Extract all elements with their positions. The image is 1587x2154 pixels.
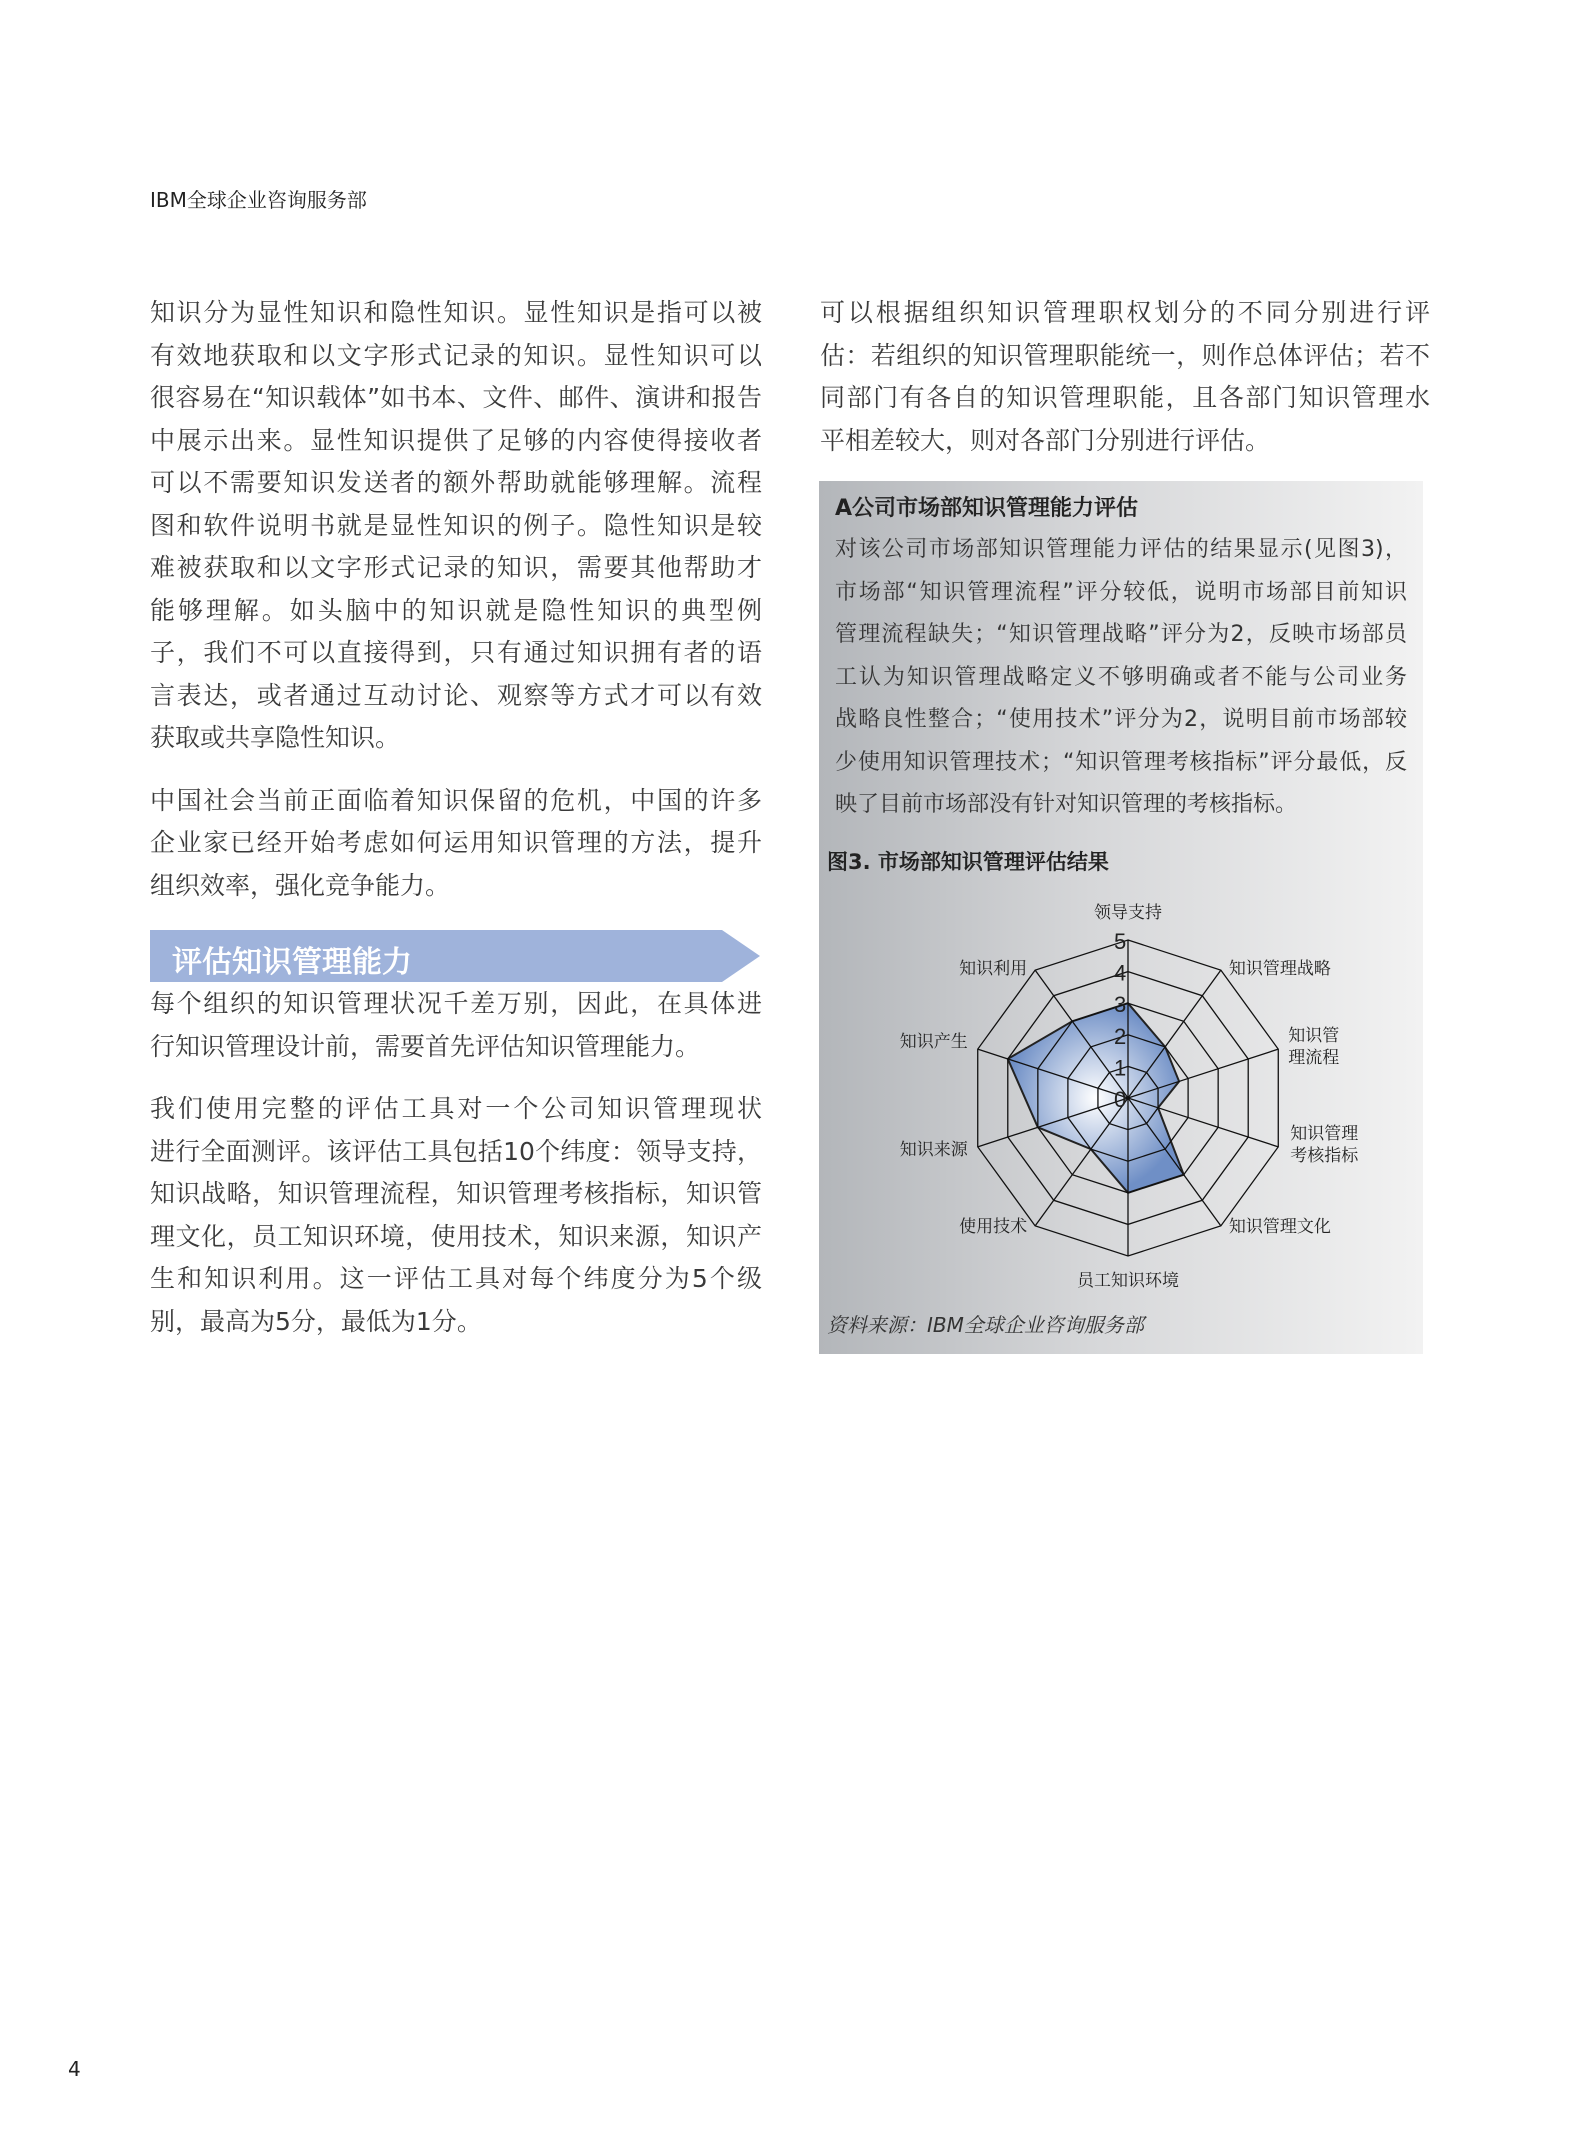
tick-label: 0 [1114, 1087, 1127, 1112]
text-line: 映了目前市场部没有针对知识管理的考核指标。 [835, 792, 1298, 817]
text-line: 中国社会当前正面临着知识保留的危机，中国的许多 [150, 785, 762, 815]
tick-label: 1 [1114, 1055, 1127, 1081]
text-line: 管理流程缺失；“知识管理战略”评分为2，反映市场部员 [835, 622, 1407, 647]
text-line: 组织效率，强化竞争能力。 [150, 870, 451, 900]
text-line: 行知识管理设计前，需要首先评估知识管理能力。 [150, 1031, 701, 1061]
text-line: 知识战略，知识管理流程，知识管理考核指标，知识管 [150, 1179, 762, 1208]
tick-label: 5 [1114, 929, 1127, 954]
text-line: 少使用知识管理技术；“知识管理考核指标”评分最低，反 [835, 749, 1407, 775]
text-line: 战略良性整合；“使用技术”评分为2，说明目前市场部较 [835, 707, 1407, 732]
axis-label: 知识管 [1288, 1026, 1340, 1047]
text-line: 平相差较大，则对各部门分别进行评估。 [820, 425, 1271, 455]
text-line: 别，最高为5分，最低为1分。 [150, 1306, 482, 1336]
paragraph [150, 780, 762, 908]
text-line: 估：若组织的知识管理职能统一，则作总体评估；若不 [820, 340, 1430, 370]
text-line: 对该公司市场部知识管理能力评估的结果显示(见图3)， [835, 537, 1407, 562]
axis-label: 知识管理文化 [1228, 1216, 1331, 1237]
text-line: 中展示出来。显性知识提供了足够的内容使得接收者 [150, 425, 762, 455]
axis-label: 员工知识环境 [1077, 1271, 1179, 1291]
text-line: 图和软件说明书就是显性知识的例子。隐性知识是较 [150, 510, 762, 540]
tick-label: 4 [1114, 960, 1127, 986]
tick-label: 2 [1114, 1023, 1127, 1049]
section-heading: 评估知识管理能力 [172, 945, 412, 980]
text-line: 很容易在“知识载体”如书本、文件、邮件、演讲和报告 [150, 383, 762, 412]
text-line: 子，我们不可以直接得到，只有通过知识拥有者的语 [150, 638, 762, 667]
case-study-box [819, 481, 1423, 1354]
axis-label: 使用技术 [959, 1216, 1028, 1237]
right-column [820, 292, 1430, 482]
text-line: 工认为知识管理战略定义不够明确或者不能与公司业务 [835, 664, 1407, 690]
paragraph [150, 1088, 762, 1343]
text-line: 生和知识利用。这一评估工具对每个纬度分为5个级 [150, 1264, 762, 1293]
radar-chart [819, 481, 1423, 1301]
text-line: 能够理解。如头脑中的知识就是隐性知识的典型例 [150, 595, 762, 625]
paragraph [820, 292, 1430, 462]
data-series-area [1008, 1003, 1184, 1193]
text-line: 进行全面测评。该评估工具包括10个纬度：领导支持， [150, 1136, 762, 1166]
axis-label: 知识产生 [899, 1032, 968, 1053]
paragraph [150, 983, 762, 1068]
axis-label: 理流程 [1288, 1048, 1340, 1069]
tick-label: 3 [1114, 992, 1127, 1018]
text-line: 言表达，或者通过互动讨论、观察等方式才可以有效 [150, 680, 762, 710]
text-line: 有效地获取和以文字形式记录的知识。显性知识可以 [150, 340, 762, 370]
text-line: 同部门有各自的知识管理职能，且各部门知识管理水 [820, 383, 1430, 412]
text-line: 每个组织的知识管理状况千差万别，因此，在具体进 [150, 989, 762, 1018]
figure-source: 资料来源：IBM全球企业咨询服务部 [827, 1313, 1144, 1337]
text-line: 可以不需要知识发送者的额外帮助就能够理解。流程 [150, 468, 762, 497]
text-line: 难被获取和以文字形式记录的知识，需要其他帮助才 [150, 553, 762, 582]
text-line: 市场部“知识管理流程”评分较低，说明市场部目前知识 [835, 579, 1407, 605]
text-line: 企业家已经开始考虑如何运用知识管理的方法，提升 [150, 828, 762, 857]
figure-title: 图3. 市场部知识管理评估结果 [827, 850, 1109, 874]
axis-label: 考核指标 [1290, 1145, 1359, 1166]
running-header: IBM全球企业咨询服务部 [150, 188, 367, 212]
axis-label: 知识利用 [959, 959, 1028, 980]
text-line: 理文化，员工知识环境，使用技术，知识来源，知识产 [150, 1221, 762, 1251]
left-column [150, 292, 762, 927]
paragraph [150, 292, 762, 760]
axis-label: 知识管理 [1290, 1123, 1359, 1144]
section-heading-bar [150, 930, 760, 982]
page-number: 4 [68, 2057, 81, 2081]
text-line: 我们使用完整的评估工具对一个公司知识管理现状 [150, 1094, 762, 1123]
axis-label: 知识管理战略 [1228, 959, 1331, 980]
left-column-section [150, 983, 762, 1363]
text-line: 获取或共享隐性知识。 [150, 723, 401, 752]
text-line: 可以根据组织知识管理职权划分的不同分别进行评 [820, 298, 1430, 327]
axis-label: 知识来源 [899, 1139, 968, 1160]
text-line: 知识分为显性知识和隐性知识。显性知识是指可以被 [150, 298, 762, 327]
box-title: A公司市场部知识管理能力评估 [835, 496, 1139, 521]
axis-label: 领导支持 [1094, 903, 1162, 923]
